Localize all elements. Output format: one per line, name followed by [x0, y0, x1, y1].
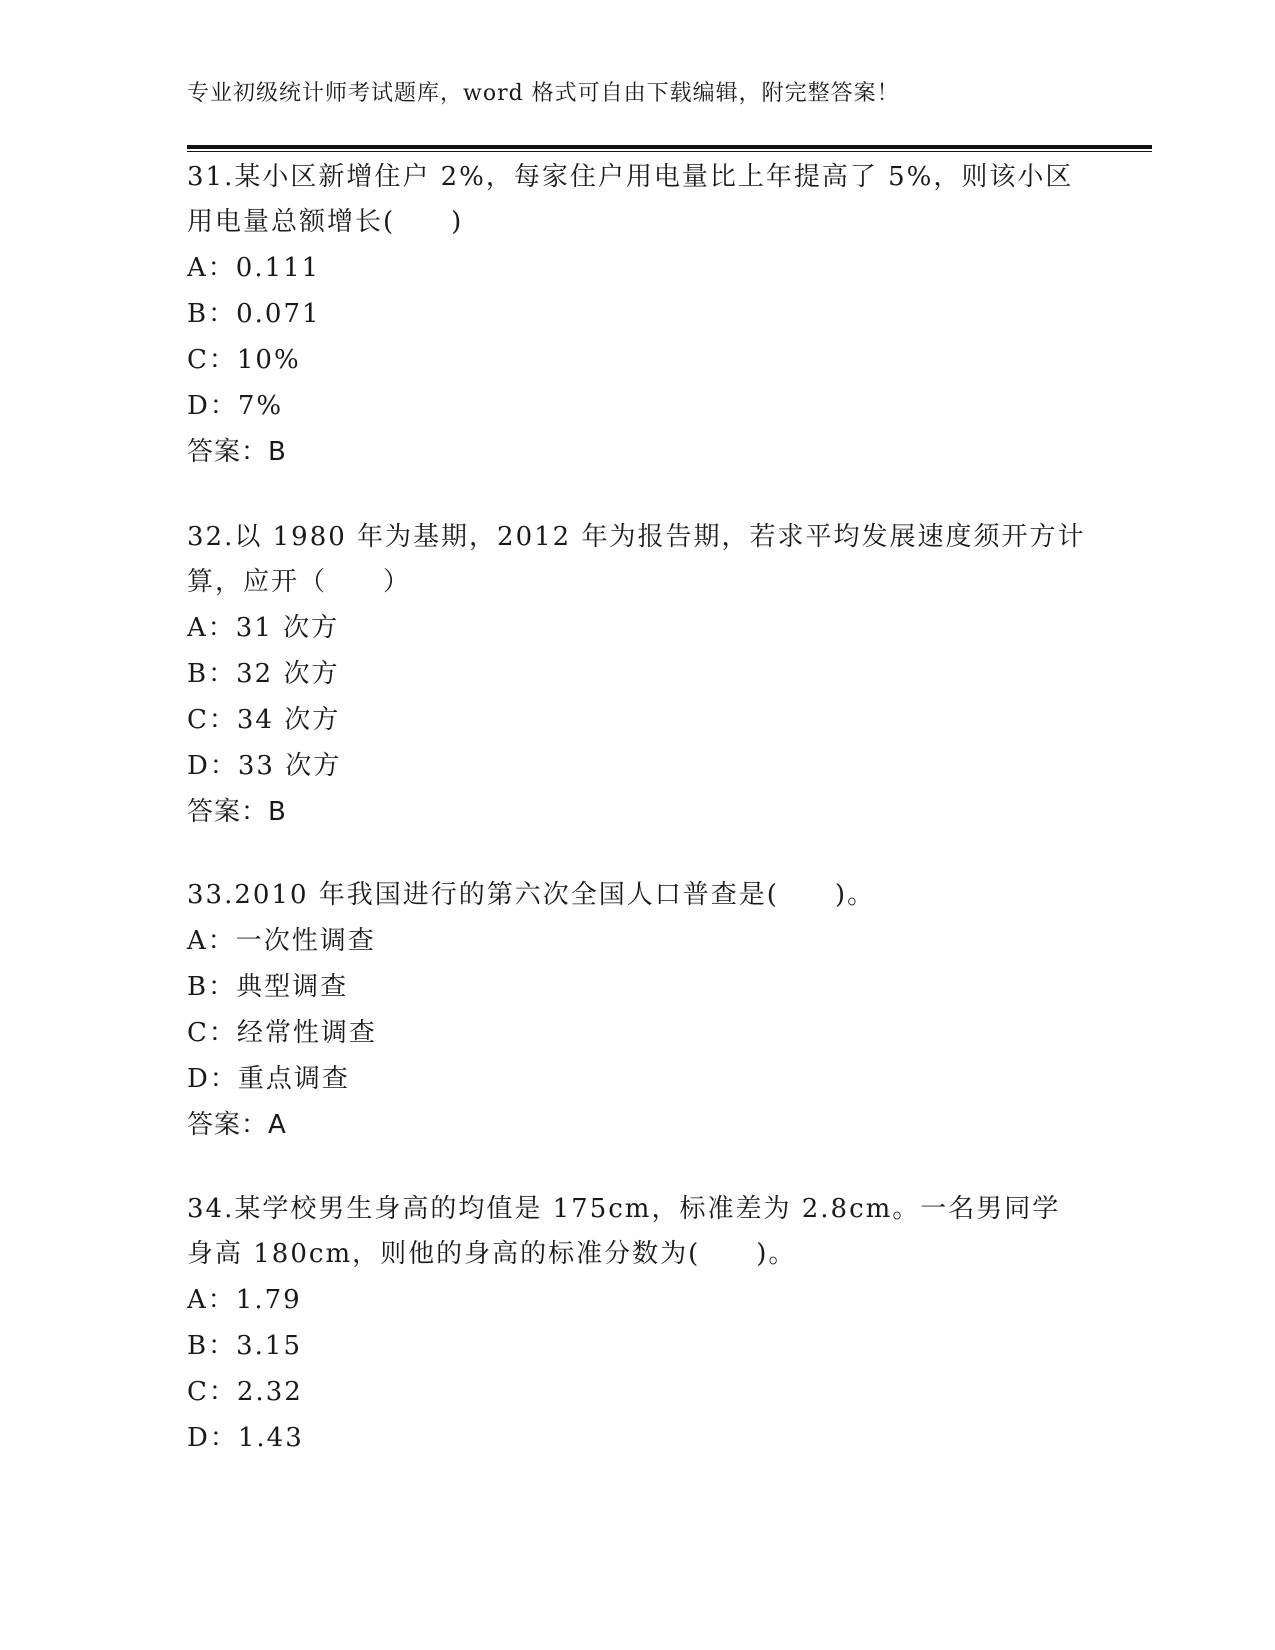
option-d: D：1.43 [187, 1423, 304, 1453]
option-c: C：经常性调查 [187, 1018, 377, 1048]
option-c: C：34 次方 [187, 705, 341, 735]
header-rule-thin [187, 151, 1152, 152]
option-b: B：32 次方 [187, 659, 340, 689]
answer: 答案：B [187, 437, 287, 467]
question-stem: 34.某学校男生身高的均值是 175cm，标准差为 2.8cm。一名男同学身高 180cm，则他的身高的标准分数为( )。 [187, 1194, 1061, 1269]
answer: 答案：A [187, 1110, 287, 1140]
option-b: B：0.071 [187, 299, 321, 329]
option-c: C：10% [187, 345, 301, 375]
answer: 答案：B [187, 797, 287, 827]
page-header: 专业初级统计师考试题库，word 格式可自由下载编辑，附完整答案！ [187, 81, 900, 106]
option-b: B：典型调查 [187, 972, 349, 1002]
question-stem: 32.以 1980 年为基期，2012 年为报告期，若求平均发展速度须开方计算，应开（ ） [187, 522, 1086, 597]
header-rule-thick [187, 145, 1152, 149]
question-34 [187, 1187, 1087, 1461]
option-a: A：1.79 [187, 1285, 302, 1315]
option-a: A：0.111 [187, 253, 321, 283]
question-stem: 33.2010 年我国进行的第六次全国人口普查是( )。 [187, 880, 876, 910]
question-stem: 31.某小区新增住户 2%，每家住户用电量比上年提高了 5%，则该小区用电量总额增长( ) [187, 162, 1074, 237]
option-a: A：31 次方 [187, 613, 340, 643]
option-b: B：3.15 [187, 1331, 302, 1361]
question-31 [187, 155, 1087, 475]
option-c: C：2.32 [187, 1377, 303, 1407]
option-d: D：重点调查 [187, 1064, 350, 1094]
question-33 [187, 873, 1087, 1148]
option-a: A：一次性调查 [187, 926, 376, 956]
question-32 [187, 515, 1087, 835]
option-d: D：33 次方 [187, 751, 342, 781]
option-d: D：7% [187, 391, 284, 421]
